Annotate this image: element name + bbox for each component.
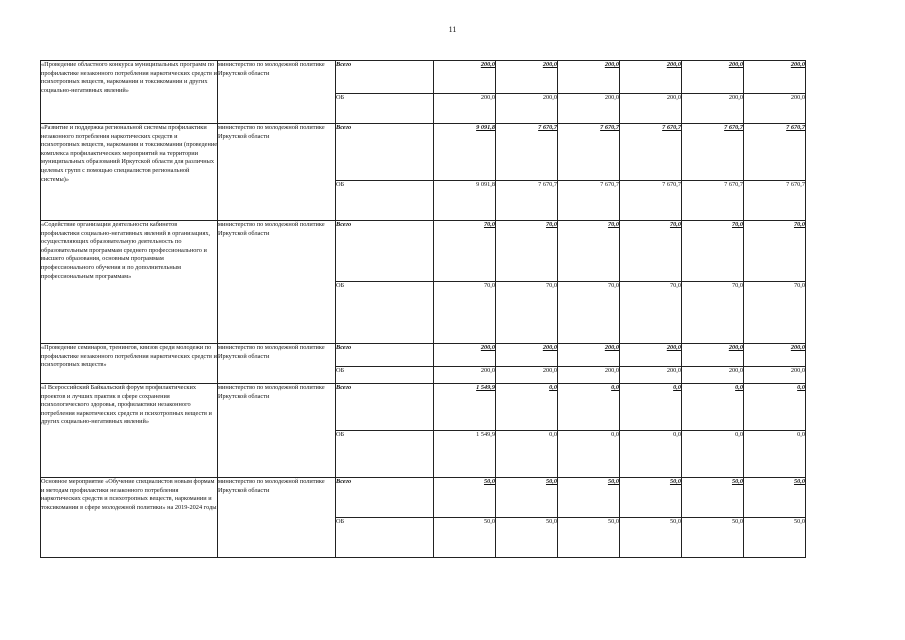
ob-value-cell: 200,0 xyxy=(682,94,744,124)
total-value-cell: 200,0 xyxy=(496,61,558,94)
total-value-cell: 7 670,7 xyxy=(620,124,682,181)
ob-value-cell: 70,0 xyxy=(558,282,620,344)
source-total-label: Всего xyxy=(336,124,434,181)
total-value-cell: 70,0 xyxy=(434,221,496,282)
ob-value-cell: 7 670,7 xyxy=(682,181,744,221)
ob-value-cell: 0,0 xyxy=(682,431,744,478)
ob-value-cell: 7 670,7 xyxy=(558,181,620,221)
page-number: 11 xyxy=(448,25,457,34)
total-value-cell: 0,0 xyxy=(558,384,620,431)
ob-value-cell: 0,0 xyxy=(744,431,806,478)
table-body xyxy=(41,61,806,558)
table-row xyxy=(41,344,806,367)
total-value-cell: 1 549,9 xyxy=(434,384,496,431)
ob-value-cell: 50,0 xyxy=(434,518,496,558)
responsible-executor: министерство по молодежной политике Иркутской области xyxy=(218,384,336,478)
source-total-label: Всего xyxy=(336,221,434,282)
ob-value-cell: 200,0 xyxy=(558,94,620,124)
source-total-label: Всего xyxy=(336,344,434,367)
ob-value-cell: 0,0 xyxy=(620,431,682,478)
source-total-label: Всего xyxy=(336,61,434,94)
ob-value-cell: 200,0 xyxy=(744,367,806,384)
source-ob-label: ОБ xyxy=(336,181,434,221)
ob-value-cell: 9 091,8 xyxy=(434,181,496,221)
ob-value-cell: 50,0 xyxy=(744,518,806,558)
total-value-cell: 50,0 xyxy=(496,478,558,518)
total-value-cell: 7 670,7 xyxy=(682,124,744,181)
measure-name: Основное мероприятие «Обучение специалистов новым формам и методам профилактики незаконного потребления наркотических средств и психотропных веществ, наркомании и токсикомании в сфере молодежной политики» на 2019-2024 годы xyxy=(41,478,218,558)
responsible-executor: министерство по молодежной политике Иркутской области xyxy=(218,221,336,344)
ob-value-cell: 200,0 xyxy=(496,94,558,124)
total-value-cell: 200,0 xyxy=(744,61,806,94)
ob-value-cell: 50,0 xyxy=(496,518,558,558)
ob-value-cell: 50,0 xyxy=(682,518,744,558)
ob-value-cell: 70,0 xyxy=(434,282,496,344)
measure-name: «Развитие и поддержка региональной системы профилактики незаконного потребления наркотических средств и психотропных веществ, наркомании и токсикомании (проведение комплекса профилактических мероприятий на территории муниципальных образований Иркутской области для различных целевых групп с помощью специалистов региональной системы)» xyxy=(41,124,218,221)
total-value-cell: 0,0 xyxy=(682,384,744,431)
source-total-label: Всего xyxy=(336,384,434,431)
total-value-cell: 0,0 xyxy=(744,384,806,431)
total-value-cell: 200,0 xyxy=(620,61,682,94)
total-value-cell: 200,0 xyxy=(744,344,806,367)
total-value-cell: 50,0 xyxy=(558,478,620,518)
source-ob-label: ОБ xyxy=(336,367,434,384)
measure-name: «Проведение областного конкурса муниципальных программ по профилактике незаконного потребления наркотических средств и психотропных веществ, наркомании и токсикомании и других социально-негативных явлений» xyxy=(41,61,218,124)
source-ob-label: ОБ xyxy=(336,282,434,344)
ob-value-cell: 70,0 xyxy=(620,282,682,344)
ob-value-cell: 50,0 xyxy=(558,518,620,558)
ob-value-cell: 70,0 xyxy=(744,282,806,344)
ob-value-cell: 0,0 xyxy=(496,431,558,478)
total-value-cell: 200,0 xyxy=(620,344,682,367)
ob-value-cell: 200,0 xyxy=(496,367,558,384)
table-row xyxy=(41,61,806,94)
total-value-cell: 70,0 xyxy=(558,221,620,282)
ob-value-cell: 7 670,7 xyxy=(620,181,682,221)
ob-value-cell: 1 549,9 xyxy=(434,431,496,478)
responsible-executor: министерство по молодежной политике Иркутской области xyxy=(218,61,336,124)
table-row xyxy=(41,384,806,431)
measure-name: «Проведение семинаров, тренингов, квизов среди молодежи по профилактике незаконного потребления наркотических средств и психотропных веществ» xyxy=(41,344,218,384)
total-value-cell: 7 670,7 xyxy=(744,124,806,181)
table-row xyxy=(41,124,806,181)
source-ob-label: ОБ xyxy=(336,94,434,124)
total-value-cell: 0,0 xyxy=(620,384,682,431)
ob-value-cell: 200,0 xyxy=(558,367,620,384)
total-value-cell: 7 670,7 xyxy=(558,124,620,181)
responsible-executor: министерство по молодежной политике Иркутской области xyxy=(218,344,336,384)
total-value-cell: 200,0 xyxy=(496,344,558,367)
total-value-cell: 200,0 xyxy=(434,344,496,367)
total-value-cell: 200,0 xyxy=(434,61,496,94)
total-value-cell: 50,0 xyxy=(682,478,744,518)
measure-name: «Содействие организации деятельности кабинетов профилактики социально-негативных явлений в организациях, осуществляющих образовательную деятельность по образовательным программам среднего профессионального и высшего образования, основным программам профессионального обучения и по дополнительным профессиональным программам» xyxy=(41,221,218,344)
ob-value-cell: 70,0 xyxy=(496,282,558,344)
source-total-label: Всего xyxy=(336,478,434,518)
total-value-cell: 70,0 xyxy=(682,221,744,282)
total-value-cell: 50,0 xyxy=(620,478,682,518)
ob-value-cell: 50,0 xyxy=(620,518,682,558)
ob-value-cell: 7 670,7 xyxy=(496,181,558,221)
total-value-cell: 70,0 xyxy=(620,221,682,282)
ob-value-cell: 200,0 xyxy=(434,94,496,124)
total-value-cell: 200,0 xyxy=(682,344,744,367)
ob-value-cell: 70,0 xyxy=(682,282,744,344)
total-value-cell: 200,0 xyxy=(558,344,620,367)
ob-value-cell: 200,0 xyxy=(682,367,744,384)
total-value-cell: 0,0 xyxy=(496,384,558,431)
ob-value-cell: 200,0 xyxy=(620,367,682,384)
ob-value-cell: 0,0 xyxy=(558,431,620,478)
total-value-cell: 70,0 xyxy=(496,221,558,282)
total-value-cell: 9 091,8 xyxy=(434,124,496,181)
source-ob-label: ОБ xyxy=(336,431,434,478)
ob-value-cell: 200,0 xyxy=(744,94,806,124)
measure-name: «I Всероссийский Байкальский форум профилактических проектов и лучших практик в сфере сохранения психологического здоровья, профилактики незаконного потребления наркотических средств и психотропных веществ и других социально-негативных явлений» xyxy=(41,384,218,478)
ob-value-cell: 200,0 xyxy=(434,367,496,384)
total-value-cell: 7 670,7 xyxy=(496,124,558,181)
source-ob-label: ОБ xyxy=(336,518,434,558)
budget-table xyxy=(40,60,806,558)
total-value-cell: 50,0 xyxy=(744,478,806,518)
responsible-executor: министерство по молодежной политике Иркутской области xyxy=(218,478,336,558)
ob-value-cell: 7 670,7 xyxy=(744,181,806,221)
total-value-cell: 200,0 xyxy=(558,61,620,94)
total-value-cell: 200,0 xyxy=(682,61,744,94)
total-value-cell: 50,0 xyxy=(434,478,496,518)
table-row xyxy=(41,221,806,282)
table-row xyxy=(41,478,806,518)
total-value-cell: 70,0 xyxy=(744,221,806,282)
ob-value-cell: 200,0 xyxy=(620,94,682,124)
responsible-executor: министерство по молодежной политике Иркутской области xyxy=(218,124,336,221)
